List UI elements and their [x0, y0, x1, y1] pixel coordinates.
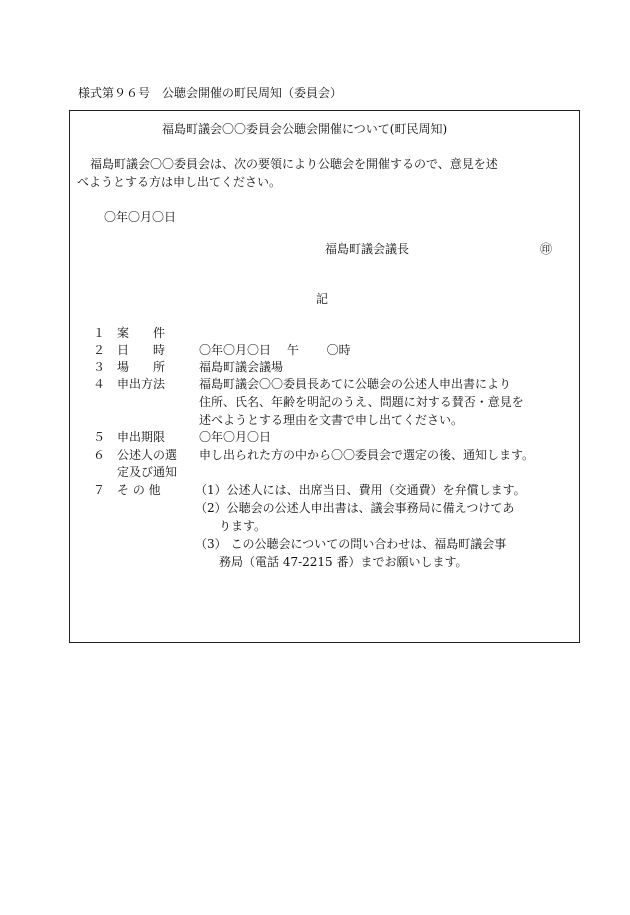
item-label: 申出期限 — [117, 430, 166, 444]
item-text-line: （2）公聴会の公述人申出書は、議会事務局に備えつけてあ — [195, 501, 515, 515]
notice-box — [69, 110, 580, 643]
item-label: 案 件 — [117, 326, 166, 340]
signer-title: 福島町議会議長 — [325, 242, 410, 256]
item-text-line: 福島町議会〇〇委員長あてに公聴会の公述人申出書により — [199, 377, 512, 391]
item-number: ７ — [93, 483, 106, 497]
item-text-line: 住所、氏名、年齢を明記のうえ、問題に対する賛否・意見を — [199, 395, 524, 409]
item-number: １ — [93, 326, 106, 340]
ki-heading: 記 — [316, 292, 329, 306]
notice-body-line-1: 福島町議会〇〇委員会は、次の要領により公聴会を開催するので、意見を述 — [90, 157, 498, 171]
item-text-line: 申し出られた方の中から〇〇委員会で選定の後、通知します。 — [199, 448, 535, 462]
item-label: 場 所 — [117, 360, 166, 374]
item-text-line: 述べようとする理由を文書で申し出てください。 — [199, 413, 464, 427]
item-number: ６ — [93, 448, 106, 462]
item-text-line: 〇年〇月〇日 — [199, 430, 272, 444]
seal-mark: ㊞ — [540, 242, 553, 256]
item-label: そ の 他 — [117, 483, 161, 497]
item-number: ３ — [93, 360, 106, 374]
item-label: 申出方法 — [117, 377, 166, 391]
item-label: 日 時 — [117, 343, 166, 357]
item-text-line: 福島町議会議場 — [199, 360, 284, 374]
notice-title: 福島町議会〇〇委員会公聴会開催について(町民周知) — [162, 122, 448, 136]
notice-body-line-2: べようとする方は申し出てください。 — [77, 175, 282, 189]
item-label: 公述人の選 — [117, 448, 178, 462]
item-text-line: 務局（電話 47-2215 番）までお願いします。 — [195, 555, 468, 569]
item-text-line: 〇年〇月〇日 午 〇時 — [199, 343, 351, 357]
item-number: ２ — [93, 343, 106, 357]
item-text-line: （3） この公聴会についての問い合わせは、福島町議会事 — [195, 537, 507, 551]
item-number: ４ — [93, 377, 106, 391]
form-heading: 様式第９６号 公聴会開催の町民周知（委員会） — [78, 86, 343, 100]
notice-date: 〇年〇月〇日 — [104, 210, 177, 224]
item-number: ５ — [93, 430, 106, 444]
item-text-line: （1）公述人には、出席当日、費用（交通費）を弁償します。 — [195, 483, 526, 497]
item-text-line: ります。 — [195, 519, 267, 533]
item-label-continued: 定及び通知 — [117, 465, 178, 479]
